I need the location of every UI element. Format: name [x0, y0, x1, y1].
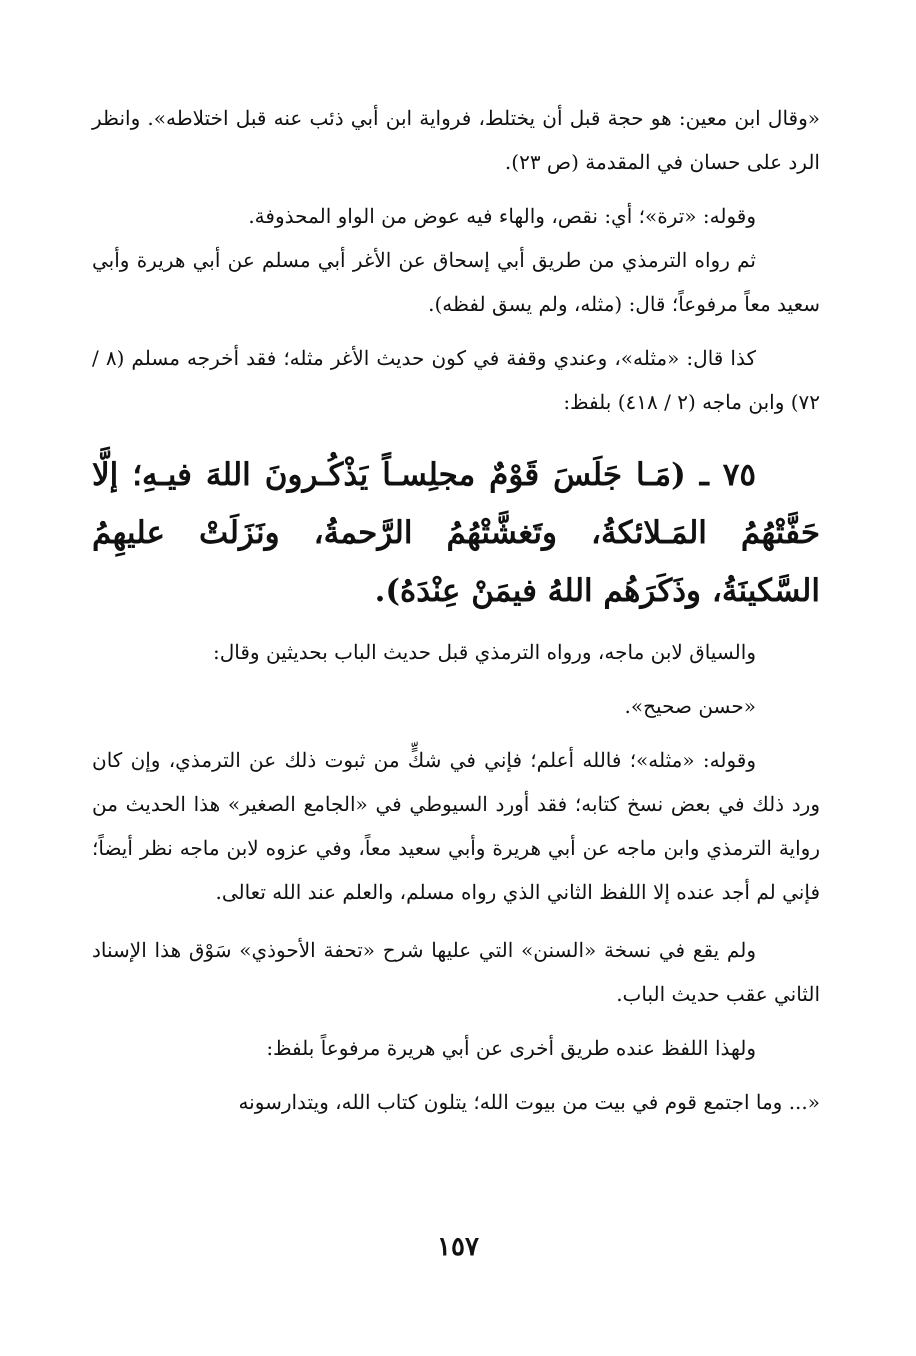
- comment-paragraph: كذا قال: «مثله»، وعندي وقفة في كون حديث الأغر مثله؛ فقد أخرجه مسلم (٨ / ٧٢) وابن ماجه (٢ / ٤١٨) بلفظ:: [92, 346, 820, 414]
- explanation-paragraph: وقوله: «ترة»؛ أي: نقص، والهاء فيه عوض من الواو المحذوفة.: [248, 204, 756, 228]
- discussion-paragraph: وقوله: «مثله»؛ فالله أعلم؛ فإني في شكٍّ من ثبوت ذلك عن الترمذي، وإن كان ورد ذلك في بعض نسخ كتابه؛ فقد أورد السيوطي في «الجامع الصغير» هذا الحديث من رواية الترمذي وابن ماجه عن أبي هريرة وأبي سعيد معاً، وفي عزوه لابن ماجه نظر أيضاً؛ فإني لم أجد عنده إلا اللفظ الثاني الذي رواه مسلم، والعلم عند الله تعالى.: [92, 748, 820, 904]
- quote-paragraph: «وقال ابن معين: هو حجة قبل أن يختلط، فرواية ابن أبي ذئب عنه قبل اختلاطه». وانظر الرد على حسان في المقدمة (ص ٢٣).: [92, 106, 820, 174]
- continuation-paragraph: «... وما اجتمع قوم في بيت من بيوت الله؛ يتلون كتاب الله، ويتدارسونه: [238, 1090, 820, 1114]
- edition-note-paragraph: ولم يقع في نسخة «السنن» التي عليها شرح «تحفة الأحوذي» سَوْق هذا الإسناد الثاني عقب حديث الباب.: [92, 938, 820, 1006]
- other-route-paragraph: ولهذا اللفظ عنده طريق أخرى عن أبي هريرة مرفوعاً بلفظ:: [266, 1036, 756, 1060]
- narration-paragraph: ثم رواه الترمذي من طريق أبي إسحاق عن الأغر أبي مسلم عن أبي هريرة وأبي سعيد معاً مرفوعاً؛ قال: (مثله، ولم يسق لفظه).: [92, 248, 820, 316]
- page-number: ١٥٧: [437, 1232, 479, 1262]
- hadith-text: ٧٥ ـ (مَـا جَلَسَ قَوْمٌ مجلِسـاً يَذْكُـرونَ اللهَ فيـهِ؛ إلَّا حَفَّتْهُمُ المَـلائكةُ، وتَغشَّتْهُمُ الرَّحمةُ، ونَزَلَتْ عليهِمُ السَّكينَةُ، وذَكَرَهُم اللهُ فيمَنْ عِنْدَهُ).: [92, 457, 820, 609]
- context-paragraph: والسياق لابن ماجه، ورواه الترمذي قبل حديث الباب بحديثين وقال:: [213, 640, 756, 664]
- grading-paragraph: «حسن صحيح».: [624, 694, 756, 718]
- page-body: [92, 96, 820, 1124]
